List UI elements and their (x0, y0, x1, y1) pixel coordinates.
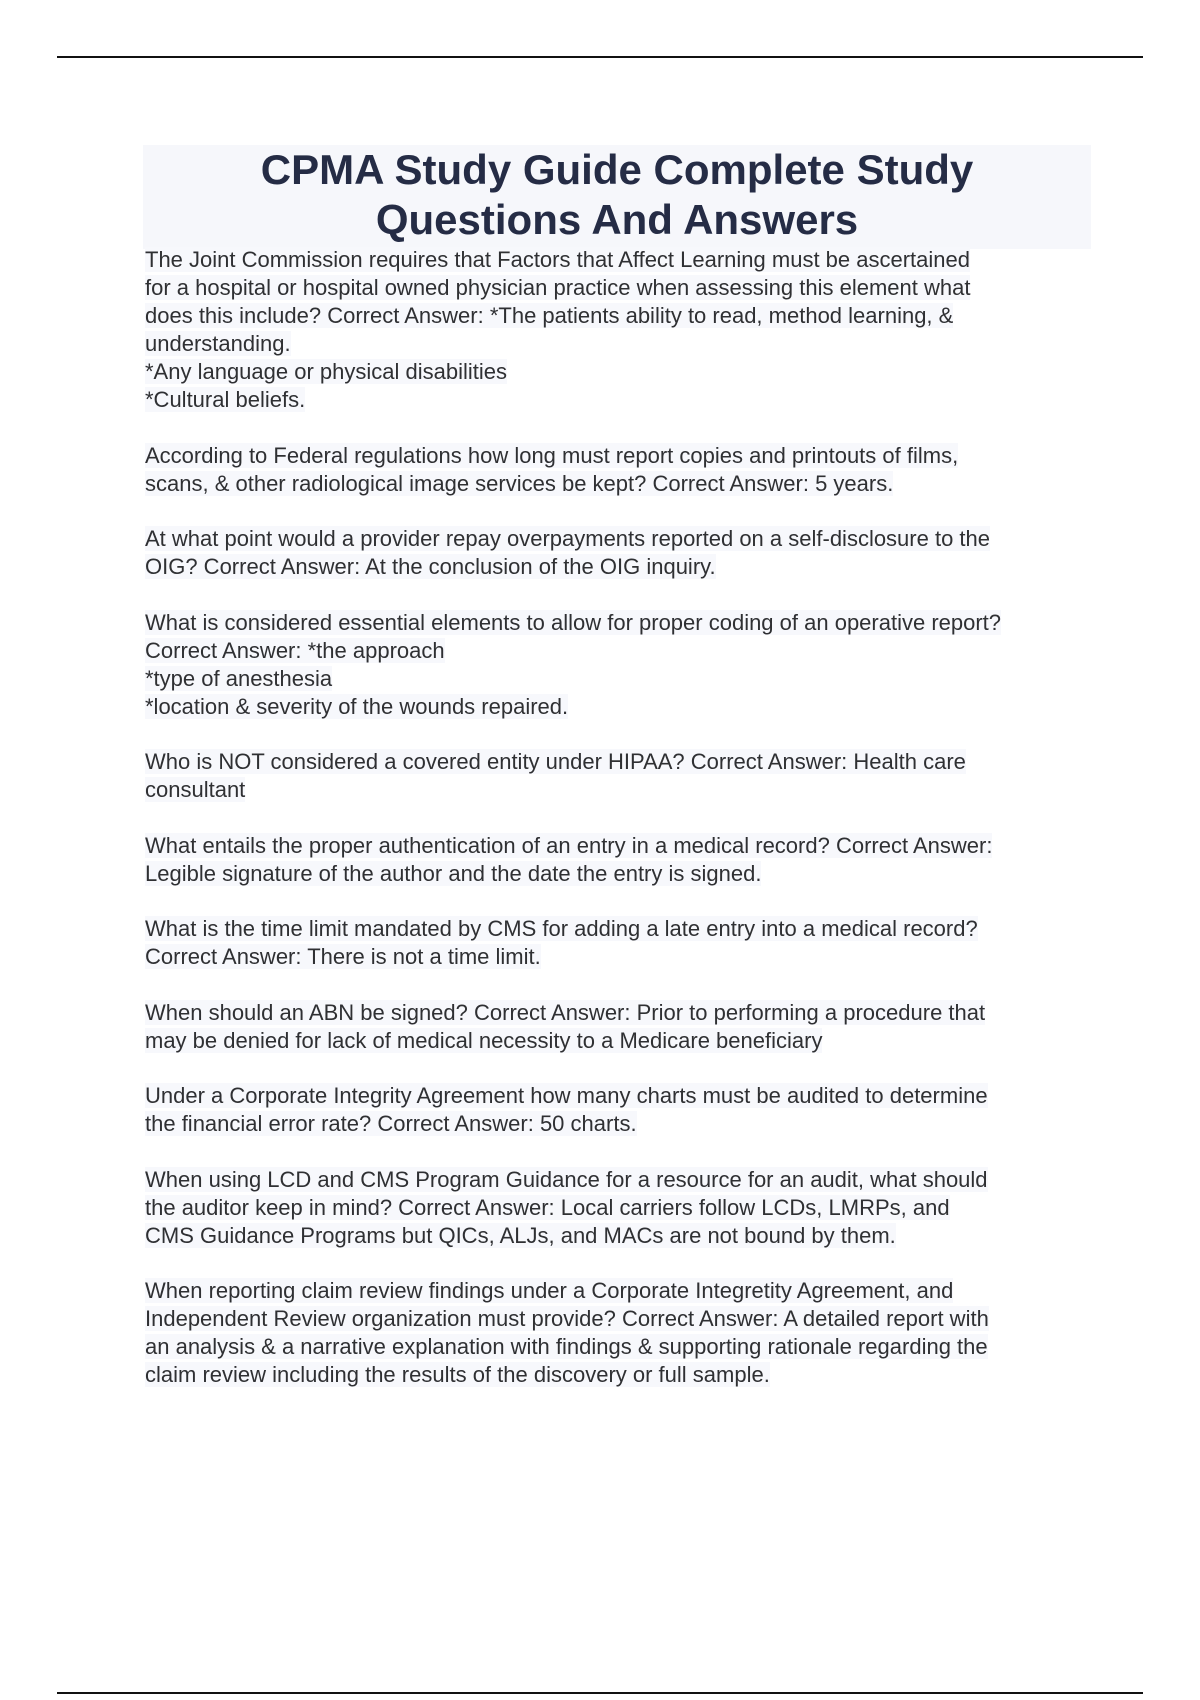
qa-text: *location & severity of the wounds repaired. (145, 693, 569, 719)
qa-text-line (145, 1361, 1100, 1389)
qa-text: claim review including the results of the discovery or full sample. (145, 1362, 770, 1387)
qa-text-line (145, 748, 1100, 776)
qa-item (145, 525, 1100, 581)
qa-text: *Cultural beliefs. (145, 387, 306, 412)
qa-text-line (145, 1333, 1100, 1361)
qa-text-line (145, 832, 1100, 860)
qa-text-line (145, 1166, 1100, 1194)
qa-text-line (145, 470, 1100, 498)
qa-text: does this include? Correct Answer: *The patients ability to read, method learning, & (145, 303, 954, 328)
qa-text-line (145, 776, 1100, 804)
qa-text-line (145, 665, 1100, 693)
qa-text: Who is NOT considered a covered entity under HIPAA? Correct Answer: Health care (145, 749, 966, 774)
qa-text-line (145, 330, 1100, 358)
qa-text-line (145, 1082, 1100, 1110)
qa-item (145, 748, 1100, 804)
page-title (143, 145, 1091, 249)
qa-text-line (145, 525, 1100, 553)
qa-text-line (145, 1222, 1100, 1250)
question-answer-list (145, 246, 1100, 1417)
page-title-line-2: Questions And Answers (375, 196, 859, 243)
qa-text: may be denied for lack of medical necessity to a Medicare beneficiary (145, 1027, 823, 1053)
qa-text-line (145, 693, 1100, 721)
qa-text-line (145, 274, 1100, 302)
page-title-line-1: CPMA Study Guide Complete Study (260, 146, 974, 193)
qa-text: an analysis & a narrative explanation with findings & supporting rationale regarding the (145, 1334, 988, 1359)
qa-text: What is the time limit mandated by CMS for adding a late entry into a medical record? (145, 916, 978, 941)
qa-item (145, 832, 1100, 888)
qa-text: Correct Answer: There is not a time limit. (145, 944, 541, 969)
qa-text-line (145, 553, 1100, 581)
qa-text: Under a Corporate Integrity Agreement how many charts must be audited to determine (145, 1083, 988, 1108)
qa-text: Independent Review organization must provide? Correct Answer: A detailed report with (145, 1306, 989, 1331)
qa-item (145, 609, 1100, 721)
qa-text: the auditor keep in mind? Correct Answer: Local carriers follow LCDs, LMRPs, and (145, 1194, 950, 1220)
qa-item (145, 1082, 1100, 1138)
qa-item (145, 1166, 1100, 1250)
qa-text: *Any language or physical disabilities (145, 359, 507, 384)
qa-text-line (145, 1305, 1100, 1333)
qa-text: OIG? Correct Answer: At the conclusion of the OIG inquiry. (145, 554, 716, 579)
qa-text: What is considered essential elements to allow for proper coding of an operative report? (145, 609, 1002, 635)
qa-text: When should an ABN be signed? Correct Answer: Prior to performing a procedure that (145, 999, 986, 1025)
qa-text: Correct Answer: *the approach (145, 637, 445, 663)
qa-item (145, 1277, 1100, 1389)
qa-text: The Joint Commission requires that Factors that Affect Learning must be ascertained (145, 247, 970, 272)
qa-text-line (145, 386, 1100, 414)
qa-text-line (145, 860, 1100, 888)
qa-text-line (145, 442, 1100, 470)
qa-text: understanding. (145, 331, 291, 356)
qa-text-line (145, 637, 1100, 665)
qa-text: What entails the proper authentication of an entry in a medical record? Correct Answer: (145, 832, 993, 858)
qa-text: At what point would a provider repay overpayments reported on a self-disclosure to the (145, 526, 991, 551)
top-divider (57, 56, 1143, 58)
qa-text: Legible signature of the author and the date the entry is signed. (145, 860, 762, 886)
qa-text-line (145, 1277, 1100, 1305)
qa-text-line (145, 943, 1100, 971)
qa-item (145, 442, 1100, 498)
qa-text-line (145, 358, 1100, 386)
qa-text-line (145, 1194, 1100, 1222)
qa-text-line (145, 1110, 1100, 1138)
qa-text-line (145, 246, 1100, 274)
bottom-divider (57, 1692, 1143, 1694)
qa-text: scans, & other radiological image services be kept? Correct Answer: 5 years. (145, 470, 894, 496)
qa-item (145, 999, 1100, 1055)
qa-item (145, 246, 1100, 414)
qa-text: CMS Guidance Programs but QICs, ALJs, and MACs are not bound by them. (145, 1222, 896, 1248)
qa-text-line (145, 609, 1100, 637)
qa-text-line (145, 999, 1100, 1027)
qa-item (145, 915, 1100, 971)
qa-text: for a hospital or hospital owned physician practice when assessing this element what (145, 275, 971, 300)
qa-text: consultant (145, 777, 246, 802)
qa-text: *type of anesthesia (145, 665, 333, 691)
qa-text-line (145, 915, 1100, 943)
qa-text-line (145, 302, 1100, 330)
qa-text: When reporting claim review findings under a Corporate Integretity Agreement, and (145, 1278, 954, 1303)
qa-text-line (145, 1027, 1100, 1055)
qa-text: When using LCD and CMS Program Guidance for a resource for an audit, what should (145, 1166, 988, 1192)
qa-text: the financial error rate? Correct Answer: 50 charts. (145, 1111, 637, 1136)
qa-text: According to Federal regulations how long must report copies and printouts of films, (145, 442, 959, 468)
